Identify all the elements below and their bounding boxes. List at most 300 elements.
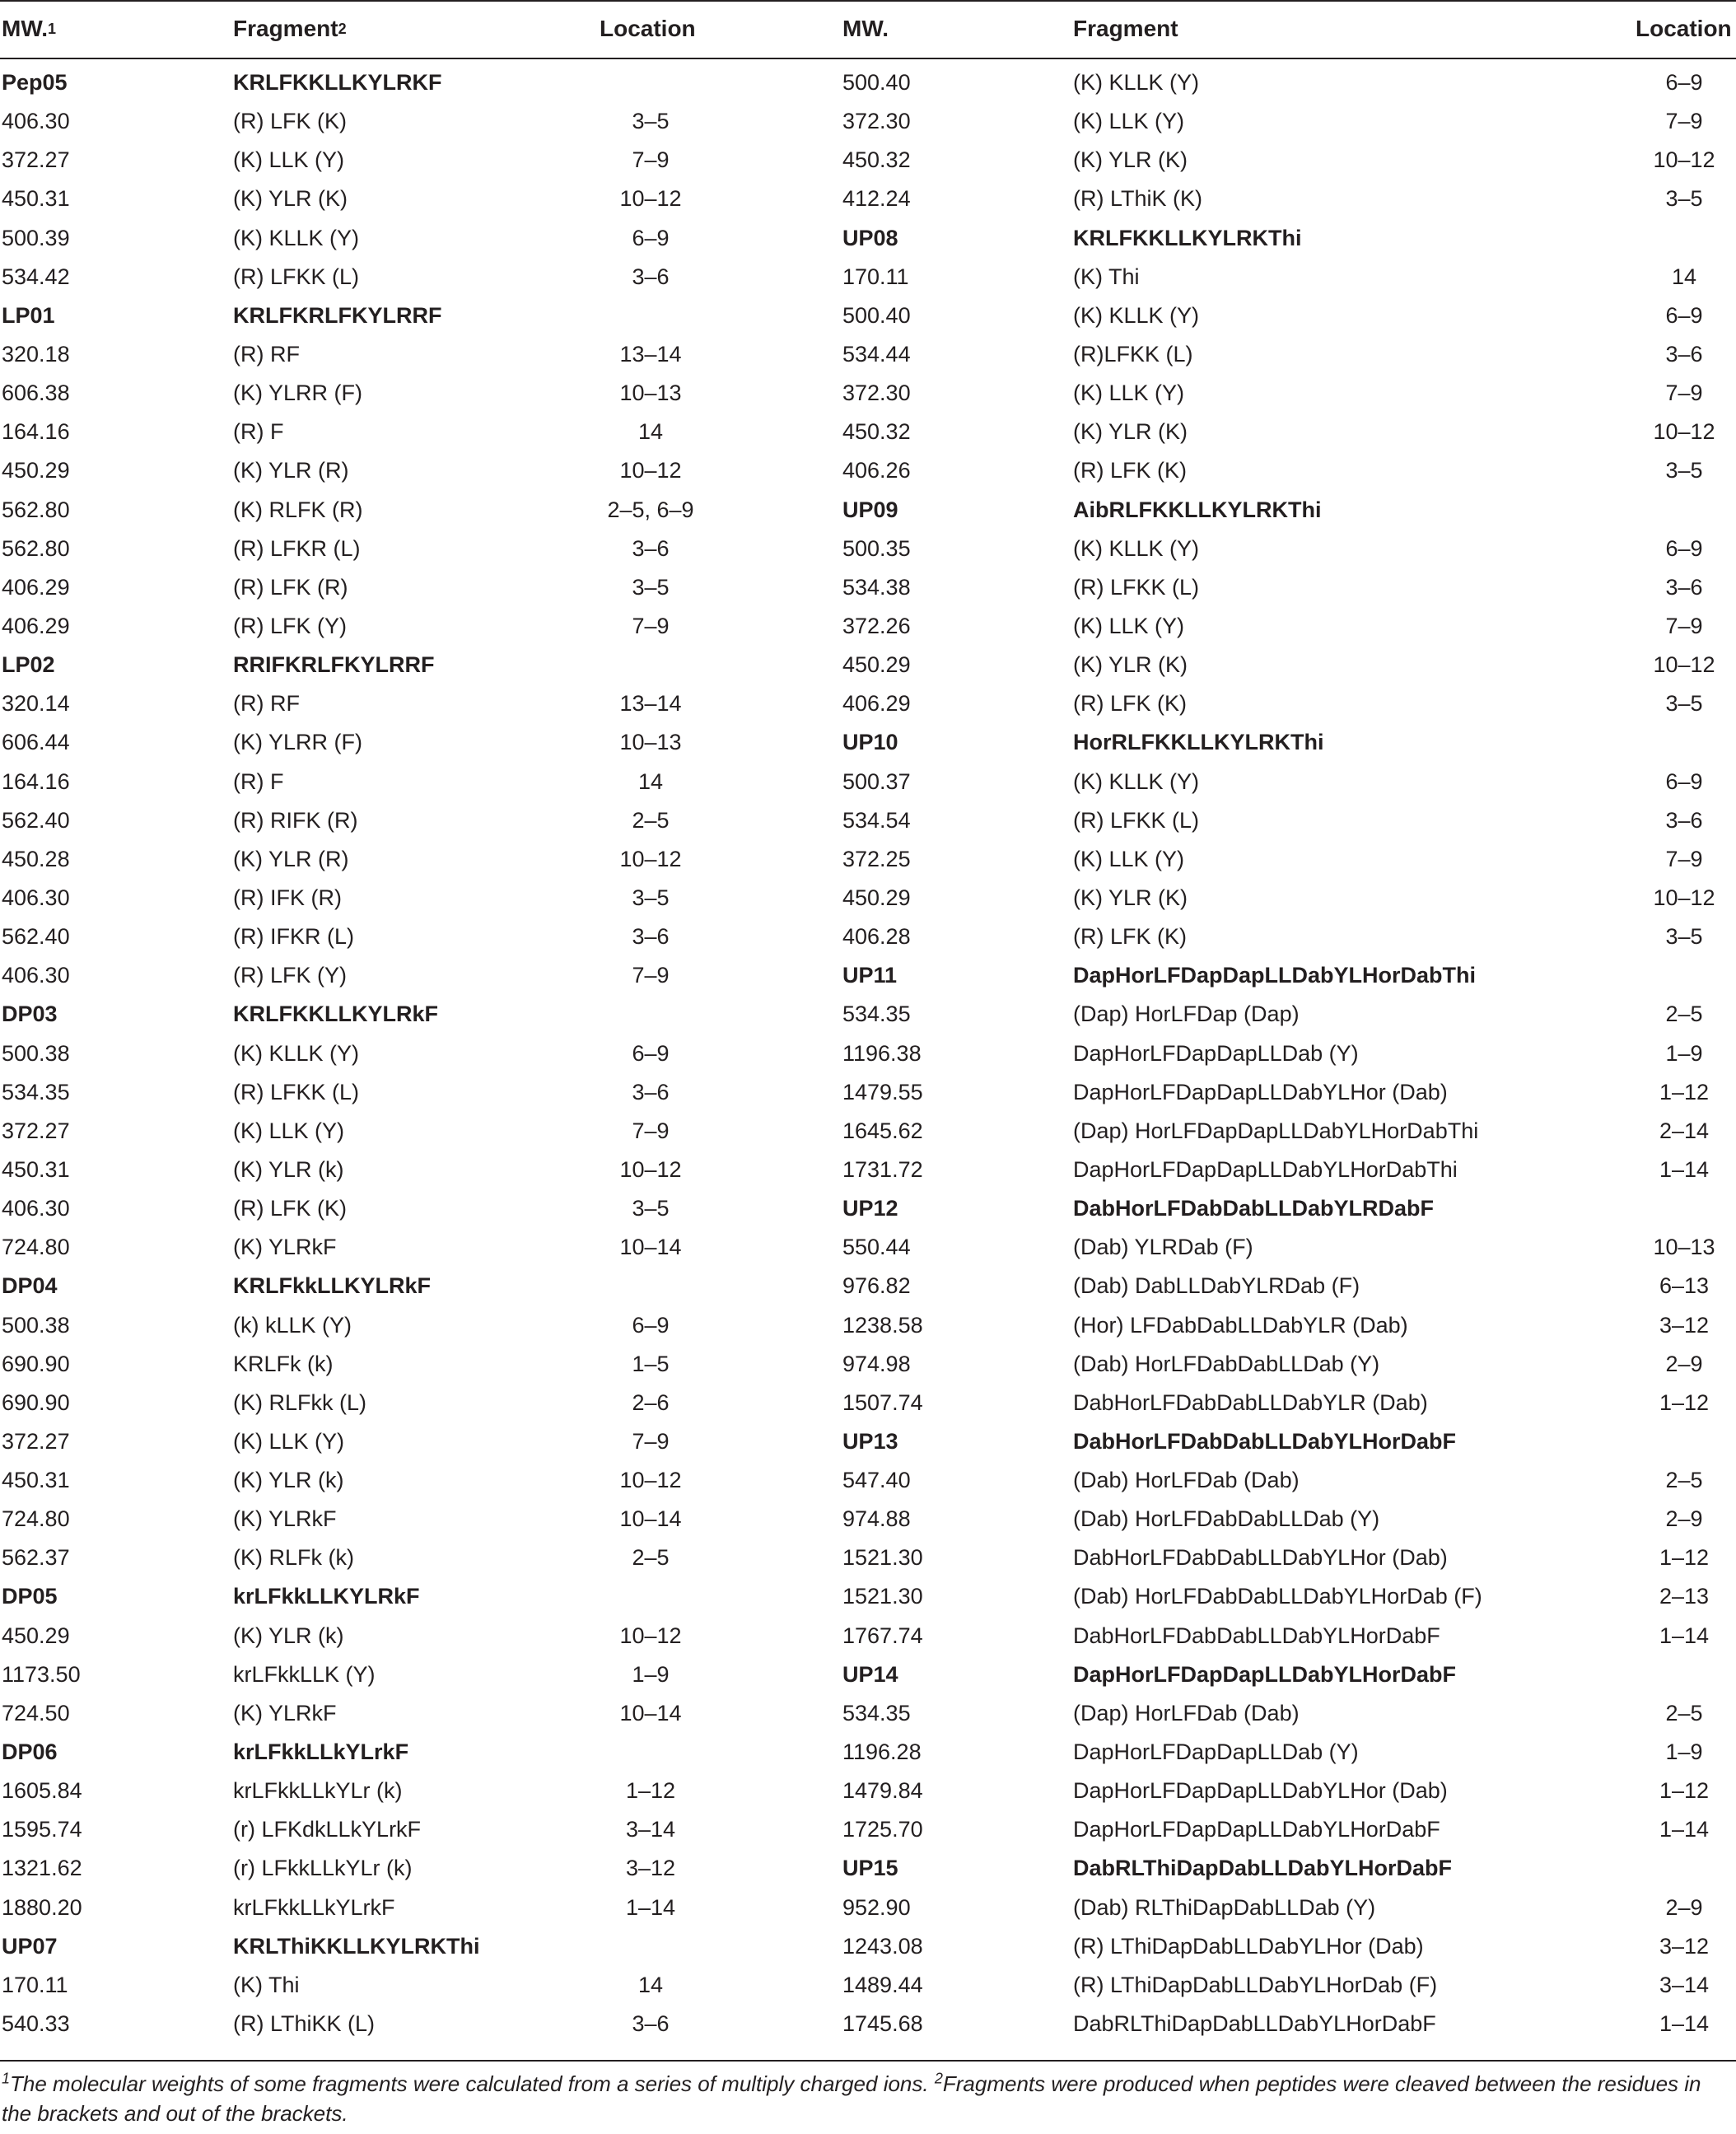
cell-mw-right: 406.26 <box>842 458 911 483</box>
table-row <box>0 723 1736 762</box>
cell-fragment-right: (K) KLLK (Y) <box>1073 535 1200 561</box>
peptide-mw-left: DP06 <box>2 1739 58 1765</box>
cell-fragment-right: DabHorLFDabDabLLDabYLHorDabF <box>1073 1623 1440 1648</box>
cell-fragment-left: (R) IFK (R) <box>233 885 342 910</box>
cell-location-right: 10–13 <box>1653 1235 1715 1260</box>
footnote-sup-2: 2 <box>934 2070 943 2087</box>
table-row <box>0 1694 1736 1733</box>
peptide-fragment-right: DapHorLFDapDapLLDabYLHorDabThi <box>1073 963 1476 988</box>
cell-fragment-left: (K) YLRR (F) <box>233 730 363 755</box>
cell-mw-right: 974.88 <box>842 1506 911 1532</box>
table-row <box>0 335 1736 374</box>
cell-mw-right: 372.30 <box>842 109 911 134</box>
cell-location-left: 10–14 <box>619 1506 682 1532</box>
cell-fragment-right: (R) LThiDapDabLLDabYLHor (Dab) <box>1073 1933 1424 1959</box>
cell-mw-right: 500.40 <box>842 302 911 328</box>
cell-location-left: 2–5 <box>632 1545 670 1571</box>
cell-fragment-left: (R) LFKK (L) <box>233 264 360 289</box>
cell-mw-right: 500.37 <box>842 768 911 794</box>
table-row <box>0 1345 1736 1384</box>
cell-location-left: 7–9 <box>632 1428 670 1454</box>
cell-location-left: 10–12 <box>619 458 682 483</box>
cell-fragment-left: (K) Thi <box>233 1972 300 1997</box>
cell-location-right: 10–12 <box>1653 419 1715 445</box>
cell-fragment-left: (r) LFKdkLLkYLrkF <box>233 1817 422 1842</box>
cell-fragment-right: (Dab) YLRDab (F) <box>1073 1235 1253 1260</box>
cell-location-left: 3–6 <box>632 2011 670 2037</box>
cell-fragment-right: (K) YLR (K) <box>1073 652 1188 678</box>
cell-mw-left: 170.11 <box>2 1972 68 1997</box>
cell-location-right: 14 <box>1671 264 1697 289</box>
cell-location-left: 10–12 <box>619 1623 682 1648</box>
cell-location-left: 14 <box>637 1972 664 1997</box>
cell-mw-left: 534.42 <box>2 264 70 289</box>
table-row <box>0 1577 1736 1616</box>
cell-mw-left: 406.30 <box>2 109 70 134</box>
cell-fragment-right: (Dap) HorLFDapDapLLDabYLHorDabThi <box>1073 1118 1479 1143</box>
cell-fragment-left: (K) LLK (Y) <box>233 1118 345 1143</box>
peptide-mw-right: UP08 <box>842 225 898 250</box>
peptide-fragment-left: KRLFKRLFKYLRRF <box>233 302 442 328</box>
cell-location-left: 10–12 <box>619 1156 682 1182</box>
cell-mw-left: 562.80 <box>2 535 70 561</box>
cell-location-left: 10–13 <box>619 730 682 755</box>
cell-location-right: 6–13 <box>1659 1273 1710 1299</box>
cell-fragment-right: DapHorLFDapDapLLDabYLHor (Dab) <box>1073 1778 1448 1804</box>
cell-fragment-right: (R) LFKK (L) <box>1073 807 1200 833</box>
table-row <box>0 1384 1736 1422</box>
cell-mw-left: 320.18 <box>2 341 70 367</box>
peptide-fragment-right: KRLFKKLLKYLRKThi <box>1073 225 1302 250</box>
cell-mw-right: 412.24 <box>842 186 911 212</box>
table-row <box>0 102 1736 141</box>
cell-fragment-right: (K) LLK (Y) <box>1073 846 1185 871</box>
cell-fragment-left: krLFkkLLkYLrkF <box>233 1894 395 1920</box>
table-row <box>0 1733 1736 1772</box>
cell-mw-right: 1725.70 <box>842 1817 923 1842</box>
cell-location-right: 7–9 <box>1665 109 1703 134</box>
cell-mw-right: 1731.72 <box>842 1156 923 1182</box>
cell-fragment-left: (K) RLFkk (L) <box>233 1389 366 1415</box>
cell-fragment-left: (R) F <box>233 419 284 445</box>
cell-location-left: 6–9 <box>632 1312 670 1338</box>
cell-fragment-right: (Dab) HorLFDabDabLLDabYLHorDab (F) <box>1073 1584 1482 1609</box>
cell-fragment-left: (R) RF <box>233 691 300 717</box>
cell-fragment-right: (Hor) LFDabDabLLDabYLR (Dab) <box>1073 1312 1408 1338</box>
cell-fragment-left: (R) LFK (R) <box>233 574 348 600</box>
cell-mw-left: 450.28 <box>2 846 70 871</box>
cell-mw-left: 1605.84 <box>2 1778 82 1804</box>
cell-mw-right: 534.44 <box>842 341 911 367</box>
cell-fragment-right: (K) YLR (K) <box>1073 885 1188 910</box>
cell-location-left: 7–9 <box>632 963 670 988</box>
cell-location-right: 10–12 <box>1653 147 1715 173</box>
table-row <box>0 1034 1736 1073</box>
cell-location-right: 2–5 <box>1665 1002 1703 1027</box>
cell-fragment-left: (K) YLR (k) <box>233 1623 344 1648</box>
cell-fragment-left: (K) YLR (R) <box>233 846 349 871</box>
cell-location-left: 14 <box>637 419 664 445</box>
cell-fragment-left: (R) RF <box>233 341 300 367</box>
peptide-mw-right: UP12 <box>842 1196 898 1221</box>
peptide-fragment-right: DabHorLFDabDabLLDabYLHorDabF <box>1073 1428 1456 1454</box>
cell-fragment-right: (Dab) DabLLDabYLRDab (F) <box>1073 1273 1360 1299</box>
cell-location-right: 10–12 <box>1653 885 1715 910</box>
table-row <box>0 374 1736 413</box>
cell-location-right: 2–9 <box>1665 1894 1703 1920</box>
cell-mw-left: 406.29 <box>2 613 70 638</box>
cell-mw-left: 372.27 <box>2 1118 70 1143</box>
cell-mw-left: 450.29 <box>2 458 70 483</box>
cell-fragment-left: (R) LFK (K) <box>233 1196 347 1221</box>
cell-mw-left: 406.30 <box>2 963 70 988</box>
table-row <box>0 1306 1736 1345</box>
cell-fragment-right: DapHorLFDapDapLLDabYLHor (Dab) <box>1073 1079 1448 1104</box>
cell-location-right: 3–5 <box>1665 458 1703 483</box>
table-row <box>0 2005 1736 2043</box>
cell-mw-right: 406.28 <box>842 924 911 950</box>
cell-mw-left: 606.38 <box>2 381 70 406</box>
peptide-fragment-left: KRLFkkLLKYLRkF <box>233 1273 432 1299</box>
peptide-mw-right: UP11 <box>842 963 898 988</box>
cell-mw-right: 534.54 <box>842 807 911 833</box>
cell-mw-right: 372.25 <box>842 846 911 871</box>
table-row <box>0 1267 1736 1305</box>
cell-fragment-left: (K) RLFk (k) <box>233 1545 354 1571</box>
cell-mw-right: 550.44 <box>842 1235 911 1260</box>
cell-location-left: 1–14 <box>625 1894 676 1920</box>
cell-mw-right: 170.11 <box>842 264 909 289</box>
cell-location-left: 6–9 <box>632 1040 670 1066</box>
peptide-fragment-right: HorRLFKKLLKYLRKThi <box>1073 730 1324 755</box>
peptide-mw-right: UP09 <box>842 497 898 522</box>
cell-mw-left: 1880.20 <box>2 1894 82 1920</box>
cell-mw-right: 974.98 <box>842 1351 911 1376</box>
table-row <box>0 297 1736 335</box>
cell-location-right: 2–5 <box>1665 1700 1703 1725</box>
cell-location-right: 2–9 <box>1665 1506 1703 1532</box>
cell-mw-left: 164.16 <box>2 768 70 794</box>
table-row <box>0 1539 1736 1577</box>
table-row <box>0 918 1736 956</box>
cell-fragment-right: DapHorLFDapDapLLDabYLHorDabThi <box>1073 1156 1458 1182</box>
table-row <box>0 413 1736 451</box>
cell-mw-right: 1489.44 <box>842 1972 923 1997</box>
cell-mw-left: 724.80 <box>2 1235 70 1260</box>
cell-mw-left: 724.80 <box>2 1506 70 1532</box>
cell-fragment-left: (R) LThiKK (L) <box>233 2011 376 2037</box>
peptide-fragment-left: RRIFKRLFKYLRRF <box>233 652 435 678</box>
footnote-text-1: The molecular weights of some fragments were calculated from a series of multiply charged ions. <box>10 2071 935 2096</box>
cell-fragment-left: (R) LFKR (L) <box>233 535 361 561</box>
peptide-mw-right: UP10 <box>842 730 898 755</box>
cell-location-left: 10–12 <box>619 1468 682 1493</box>
peptide-fragment-left: KRLThiKKLLKYLRKThi <box>233 1933 480 1959</box>
cell-mw-right: 406.29 <box>842 691 911 717</box>
cell-location-left: 3–6 <box>632 264 670 289</box>
cell-mw-left: 450.31 <box>2 1156 70 1182</box>
peptide-mw-left: DP03 <box>2 1002 58 1027</box>
cell-location-right: 6–9 <box>1665 70 1703 95</box>
cell-location-right: 1–14 <box>1659 2011 1710 2037</box>
footnote-sup-1: 1 <box>2 2070 11 2087</box>
cell-location-right: 2–14 <box>1659 1118 1710 1143</box>
cell-mw-right: 1507.74 <box>842 1389 923 1415</box>
cell-mw-left: 372.27 <box>2 147 70 173</box>
table-row <box>0 801 1736 840</box>
cell-location-right: 1–12 <box>1659 1545 1710 1571</box>
cell-location-left: 3–5 <box>632 109 670 134</box>
cell-mw-left: 1173.50 <box>2 1661 81 1687</box>
cell-location-left: 6–9 <box>632 225 670 250</box>
cell-mw-left: 562.37 <box>2 1545 70 1571</box>
cell-location-left: 10–14 <box>619 1235 682 1260</box>
cell-location-left: 3–14 <box>625 1817 676 1842</box>
cell-location-right: 1–14 <box>1659 1156 1710 1182</box>
table-row <box>0 995 1736 1034</box>
cell-fragment-left: (R) LFK (K) <box>233 109 347 134</box>
cell-mw-left: 406.29 <box>2 574 70 600</box>
peptide-mw-right: UP15 <box>842 1856 898 1881</box>
table-row <box>0 568 1736 607</box>
cell-mw-right: 500.40 <box>842 70 911 95</box>
cell-mw-right: 534.38 <box>842 574 911 600</box>
cell-fragment-right: (R) LFK (K) <box>1073 691 1187 717</box>
cell-fragment-left: (R) LFKK (L) <box>233 1079 360 1104</box>
cell-fragment-left: (K) KLLK (Y) <box>233 225 360 250</box>
table-row <box>0 1966 1736 2005</box>
cell-location-right: 3–5 <box>1665 186 1703 212</box>
cell-fragment-left: (K) YLRR (F) <box>233 381 363 406</box>
cell-fragment-left: (K) KLLK (Y) <box>233 1040 360 1066</box>
cell-fragment-right: (K) LLK (Y) <box>1073 109 1185 134</box>
cell-fragment-right: (R) LFKK (L) <box>1073 574 1200 600</box>
cell-location-right: 3–5 <box>1665 691 1703 717</box>
cell-fragment-left: (r) LFkkLLkYLr (k) <box>233 1856 413 1881</box>
peptide-mw-right: UP14 <box>842 1661 898 1687</box>
cell-mw-right: 1645.62 <box>842 1118 923 1143</box>
cell-fragment-left: (R) RIFK (R) <box>233 807 358 833</box>
cell-mw-right: 372.26 <box>842 613 911 638</box>
cell-location-left: 3–6 <box>632 924 670 950</box>
table-row <box>0 219 1736 258</box>
cell-fragment-left: (R) LFK (Y) <box>233 963 347 988</box>
cell-mw-right: 976.82 <box>842 1273 911 1299</box>
cell-location-left: 3–5 <box>632 1196 670 1221</box>
cell-location-left: 1–5 <box>632 1351 670 1376</box>
cell-mw-right: 450.29 <box>842 885 911 910</box>
cell-mw-left: 164.16 <box>2 419 70 445</box>
cell-fragment-left: (R) F <box>233 768 284 794</box>
table-row <box>0 1617 1736 1655</box>
table-row <box>0 1112 1736 1151</box>
cell-fragment-right: (Dab) RLThiDapDabLLDab (Y) <box>1073 1894 1376 1920</box>
cell-fragment-left: (K) LLK (Y) <box>233 1428 345 1454</box>
cell-fragment-right: (R) LFK (K) <box>1073 458 1187 483</box>
table-row <box>0 141 1736 180</box>
table-row <box>0 1810 1736 1849</box>
cell-mw-right: 1196.38 <box>842 1040 922 1066</box>
cell-location-right: 1–9 <box>1665 1040 1703 1066</box>
cell-fragment-right: (R)LFKK (L) <box>1073 341 1193 367</box>
cell-mw-left: 534.35 <box>2 1079 70 1104</box>
cell-location-right: 1–14 <box>1659 1623 1710 1648</box>
cell-fragment-left: (K) YLRkF <box>233 1700 337 1725</box>
table-row <box>0 1927 1736 1966</box>
table-row <box>0 1422 1736 1461</box>
table-row <box>0 1655 1736 1694</box>
table-row <box>0 879 1736 918</box>
cell-mw-right: 372.30 <box>842 381 911 406</box>
cell-fragment-right: (K) YLR (K) <box>1073 147 1188 173</box>
cell-mw-right: 1521.30 <box>842 1545 923 1571</box>
table-row <box>0 607 1736 646</box>
peptide-mw-left: UP07 <box>2 1933 58 1959</box>
table-row <box>0 763 1736 801</box>
cell-location-right: 7–9 <box>1665 381 1703 406</box>
cell-mw-right: 952.90 <box>842 1894 911 1920</box>
cell-mw-left: 450.31 <box>2 186 70 212</box>
cell-fragment-right: (Dap) HorLFDap (Dap) <box>1073 1002 1300 1027</box>
cell-fragment-right: (K) KLLK (Y) <box>1073 70 1200 95</box>
cell-location-right: 3–6 <box>1665 807 1703 833</box>
cell-location-left: 13–14 <box>619 691 682 717</box>
cell-location-left: 7–9 <box>632 613 670 638</box>
cell-fragment-left: (K) RLFK (R) <box>233 497 363 522</box>
cell-mw-left: 1321.62 <box>2 1856 82 1881</box>
peptide-fragment-right: DabRLThiDapDabLLDabYLHorDabF <box>1073 1856 1452 1881</box>
cell-fragment-right: (Dab) HorLFDabDabLLDab (Y) <box>1073 1506 1380 1532</box>
cell-location-right: 7–9 <box>1665 613 1703 638</box>
cell-mw-left: 406.30 <box>2 1196 70 1221</box>
cell-fragment-left: (R) IFKR (L) <box>233 924 354 950</box>
cell-fragment-left: (k) kLLK (Y) <box>233 1312 352 1338</box>
cell-fragment-right: (K) LLK (Y) <box>1073 381 1185 406</box>
cell-mw-left: 562.80 <box>2 497 70 522</box>
cell-location-right: 3–12 <box>1659 1312 1710 1338</box>
cell-location-right: 2–9 <box>1665 1351 1703 1376</box>
cell-location-right: 7–9 <box>1665 846 1703 871</box>
cell-fragment-left: KRLFk (k) <box>233 1351 334 1376</box>
cell-fragment-right: (K) YLR (K) <box>1073 419 1188 445</box>
cell-mw-right: 1767.74 <box>842 1623 923 1648</box>
table-row <box>0 1849 1736 1888</box>
table-row <box>0 684 1736 723</box>
cell-location-left: 1–9 <box>632 1661 670 1687</box>
table-row <box>0 840 1736 879</box>
cell-fragment-left: (K) YLRkF <box>233 1235 337 1260</box>
cell-mw-left: 724.50 <box>2 1700 70 1725</box>
table-row <box>0 1189 1736 1228</box>
cell-location-left: 3–5 <box>632 574 670 600</box>
cell-location-right: 1–14 <box>1659 1817 1710 1842</box>
header-fragment-left: Fragment 2 <box>233 16 347 41</box>
cell-fragment-right: (Dab) HorLFDab (Dab) <box>1073 1468 1300 1493</box>
peptide-fragment-right: DabHorLFDabDabLLDabYLRDabF <box>1073 1196 1434 1221</box>
header-fragment-right: Fragment <box>1073 16 1178 41</box>
cell-fragment-right: (K) LLK (Y) <box>1073 613 1185 638</box>
peptide-mw-left: LP02 <box>2 652 55 678</box>
cell-fragment-left: (R) LFK (Y) <box>233 613 347 638</box>
cell-fragment-right: (K) Thi <box>1073 264 1140 289</box>
cell-fragment-left: krLFkkLLK (Y) <box>233 1661 376 1687</box>
peptide-mw-left: LP01 <box>2 302 55 328</box>
cell-location-right: 3–6 <box>1665 574 1703 600</box>
header-rule <box>0 58 1736 59</box>
table-row <box>0 1151 1736 1189</box>
cell-location-right: 2–13 <box>1659 1584 1710 1609</box>
cell-fragment-right: DabHorLFDabDabLLDabYLHor (Dab) <box>1073 1545 1448 1571</box>
cell-fragment-left: (K) YLR (R) <box>233 458 349 483</box>
cell-location-left: 10–12 <box>619 846 682 871</box>
cell-location-left: 7–9 <box>632 147 670 173</box>
cell-location-right: 3–6 <box>1665 341 1703 367</box>
cell-mw-right: 1745.68 <box>842 2011 923 2037</box>
cell-fragment-right: (R) LThiK (K) <box>1073 186 1203 212</box>
cell-location-left: 3–12 <box>625 1856 676 1881</box>
header-location-right: Location <box>1636 16 1732 41</box>
cell-location-left: 10–14 <box>619 1700 682 1725</box>
cell-mw-left: 500.39 <box>2 225 70 250</box>
cell-location-left: 2–5 <box>632 807 670 833</box>
cell-location-right: 1–12 <box>1659 1778 1710 1804</box>
header-mw-left: MW. 1 <box>2 16 57 41</box>
cell-fragment-right: (R) LThiDapDabLLDabYLHorDab (F) <box>1073 1972 1438 1997</box>
cell-location-right: 6–9 <box>1665 768 1703 794</box>
cell-fragment-right: (K) KLLK (Y) <box>1073 768 1200 794</box>
cell-mw-left: 320.14 <box>2 691 70 717</box>
cell-mw-left: 562.40 <box>2 924 70 950</box>
table-row <box>0 956 1736 995</box>
cell-location-left: 7–9 <box>632 1118 670 1143</box>
cell-mw-right: 1243.08 <box>842 1933 923 1959</box>
cell-mw-left: 540.33 <box>2 2011 70 2037</box>
cell-mw-right: 1479.84 <box>842 1778 923 1804</box>
cell-location-right: 3–5 <box>1665 924 1703 950</box>
cell-location-right: 6–9 <box>1665 535 1703 561</box>
cell-mw-left: 500.38 <box>2 1312 70 1338</box>
table-row <box>0 1228 1736 1267</box>
cell-location-right: 1–12 <box>1659 1389 1710 1415</box>
cell-fragment-right: DapHorLFDapDapLLDab (Y) <box>1073 1739 1359 1765</box>
table-row <box>0 451 1736 490</box>
cell-location-left: 2–5, 6–9 <box>607 497 694 522</box>
cell-location-left: 2–6 <box>632 1389 670 1415</box>
cell-fragment-right: DabHorLFDabDabLLDabYLR (Dab) <box>1073 1389 1428 1415</box>
cell-fragment-right: DapHorLFDapDapLLDab (Y) <box>1073 1040 1359 1066</box>
peptide-mw-left: DP04 <box>2 1273 58 1299</box>
cell-mw-right: 1238.58 <box>842 1312 923 1338</box>
cell-fragment-right: (R) LFK (K) <box>1073 924 1187 950</box>
cell-fragment-left: (K) YLR (k) <box>233 1468 344 1493</box>
cell-fragment-left: (K) YLRkF <box>233 1506 337 1532</box>
cell-mw-right: 450.32 <box>842 419 911 445</box>
peptide-mw-left: DP05 <box>2 1584 58 1609</box>
peptide-fragment-right: DapHorLFDapDapLLDabYLHorDabF <box>1073 1661 1456 1687</box>
cell-mw-right: 534.35 <box>842 1700 911 1725</box>
cell-location-right: 2–5 <box>1665 1468 1703 1493</box>
peptide-mw-right: UP13 <box>842 1428 898 1454</box>
bottom-rule <box>0 2060 1736 2062</box>
cell-mw-left: 562.40 <box>2 807 70 833</box>
cell-mw-left: 450.29 <box>2 1623 70 1648</box>
table-row <box>0 180 1736 218</box>
peptide-fragment-right: AibRLFKKLLKYLRKThi <box>1073 497 1322 522</box>
cell-mw-right: 450.32 <box>842 147 911 173</box>
cell-location-left: 3–6 <box>632 535 670 561</box>
table-body <box>0 63 1736 2043</box>
cell-mw-left: 1595.74 <box>2 1817 82 1842</box>
